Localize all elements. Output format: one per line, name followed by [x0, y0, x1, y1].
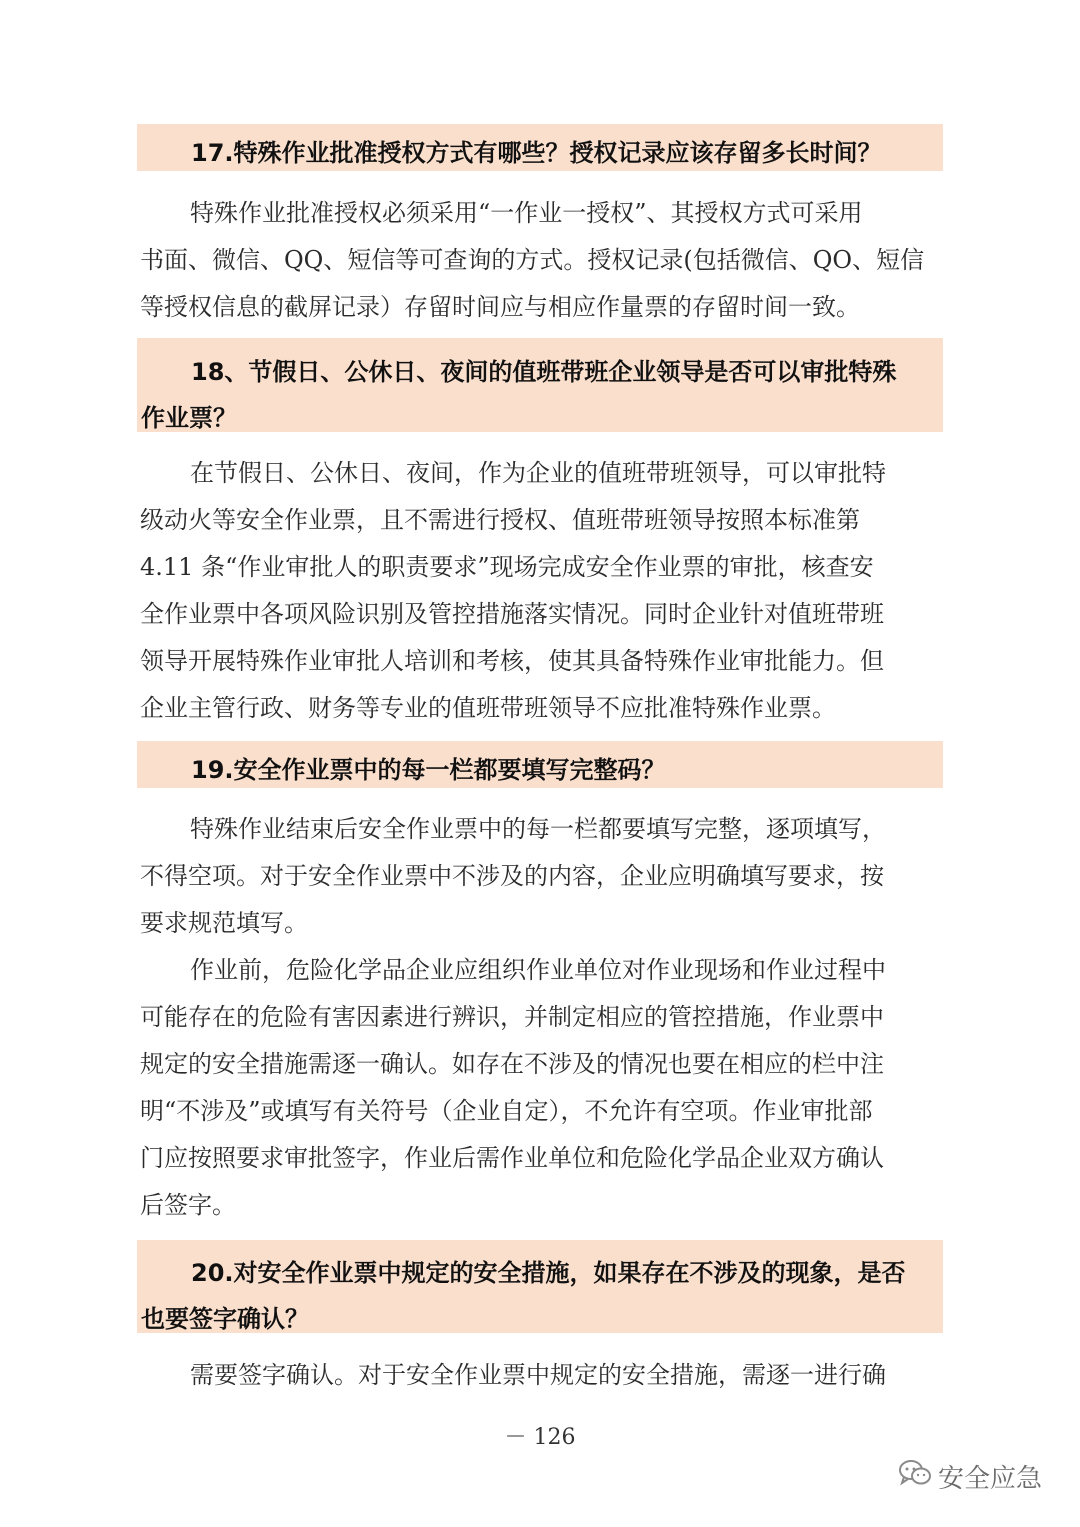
paragraph-line: 不得空项。对于安全作业票中不涉及的内容，企业应明确填写要求，按: [140, 862, 884, 890]
question-17-answer: [140, 190, 940, 331]
paragraph-line: 企业主管行政、财务等专业的值班带班领导不应批准特殊作业票。: [140, 694, 836, 722]
question-19-answer-1: [140, 806, 940, 947]
paragraph-line: 4.11 条“作业审批人的职责要求”现场完成安全作业票的审批，核查安: [140, 553, 874, 581]
paragraph-line: 门应按照要求审批签字，作业后需作业单位和危险化学品企业双方确认: [140, 1144, 884, 1172]
watermark-text: 安全应急: [937, 1464, 1042, 1494]
question-18-heading: [137, 338, 943, 432]
question-20-answer: [140, 1352, 940, 1399]
paragraph-line: 需要签字确认。对于安全作业票中规定的安全措施，需逐一进行确: [190, 1361, 886, 1389]
paragraph-line: 全作业票中各项风险识别及管控措施落实情况。同时企业针对值班带班: [140, 600, 884, 628]
question-20-title-line1: 20.对安全作业票中规定的安全措施，如果存在不涉及的现象，是否: [191, 1259, 906, 1287]
wechat-icon: [898, 1459, 932, 1494]
paragraph-line: 作业前，危险化学品企业应组织作业单位对作业现场和作业过程中: [190, 956, 886, 984]
question-19-heading: [137, 741, 943, 788]
question-17-title: 17.特殊作业批准授权方式有哪些？授权记录应该存留多长时间？: [191, 139, 882, 167]
question-17-heading: [137, 124, 943, 171]
question-18-answer: [140, 450, 940, 732]
watermark: [898, 1458, 1042, 1495]
question-19-answer-2: [140, 947, 940, 1229]
paragraph-line: 要求规范填写。: [140, 909, 308, 937]
paragraph-line: 领导开展特殊作业审批人培训和考核，使其具备特殊作业审批能力。但: [140, 647, 884, 675]
question-19-title: 19.安全作业票中的每一栏都要填写完整码？: [191, 756, 666, 784]
page-number: － 126: [504, 1425, 576, 1450]
paragraph-line: 级动火等安全作业票，且不需进行授权、值班带班领导按照本标准第: [140, 506, 860, 534]
paragraph-line: 后签字。: [140, 1191, 236, 1219]
question-18-title-line2: 作业票？: [141, 404, 237, 432]
question-20-heading: [137, 1240, 943, 1333]
paragraph-line: 特殊作业结束后安全作业票中的每一栏都要填写完整，逐项填写，: [190, 815, 886, 843]
paragraph-line: 在节假日、公休日、夜间，作为企业的值班带班领导，可以审批特: [190, 459, 886, 487]
question-20-title-line2: 也要签字确认？: [141, 1305, 309, 1333]
paragraph-line: 等授权信息的截屏记录）存留时间应与相应作量票的存留时间一致。: [140, 293, 860, 321]
paragraph-line: 特殊作业批准授权必须采用“一作业一授权”、其授权方式可采用: [190, 199, 863, 227]
question-18-title-line1: 18、节假日、公休日、夜间的值班带班企业领导是否可以审批特殊: [191, 358, 897, 386]
paragraph-line: 可能存在的危险有害因素进行辨识，并制定相应的管控措施，作业票中: [140, 1003, 884, 1031]
paragraph-line: 规定的安全措施需逐一确认。如存在不涉及的情况也要在相应的栏中注: [140, 1050, 884, 1078]
paragraph-line: 明“不涉及”或填写有关符号（企业自定），不允许有空项。作业审批部: [140, 1097, 873, 1125]
paragraph-line: 书面、微信、QQ、短信等可查询的方式。授权记录(包括微信、QO、短信: [140, 246, 925, 274]
